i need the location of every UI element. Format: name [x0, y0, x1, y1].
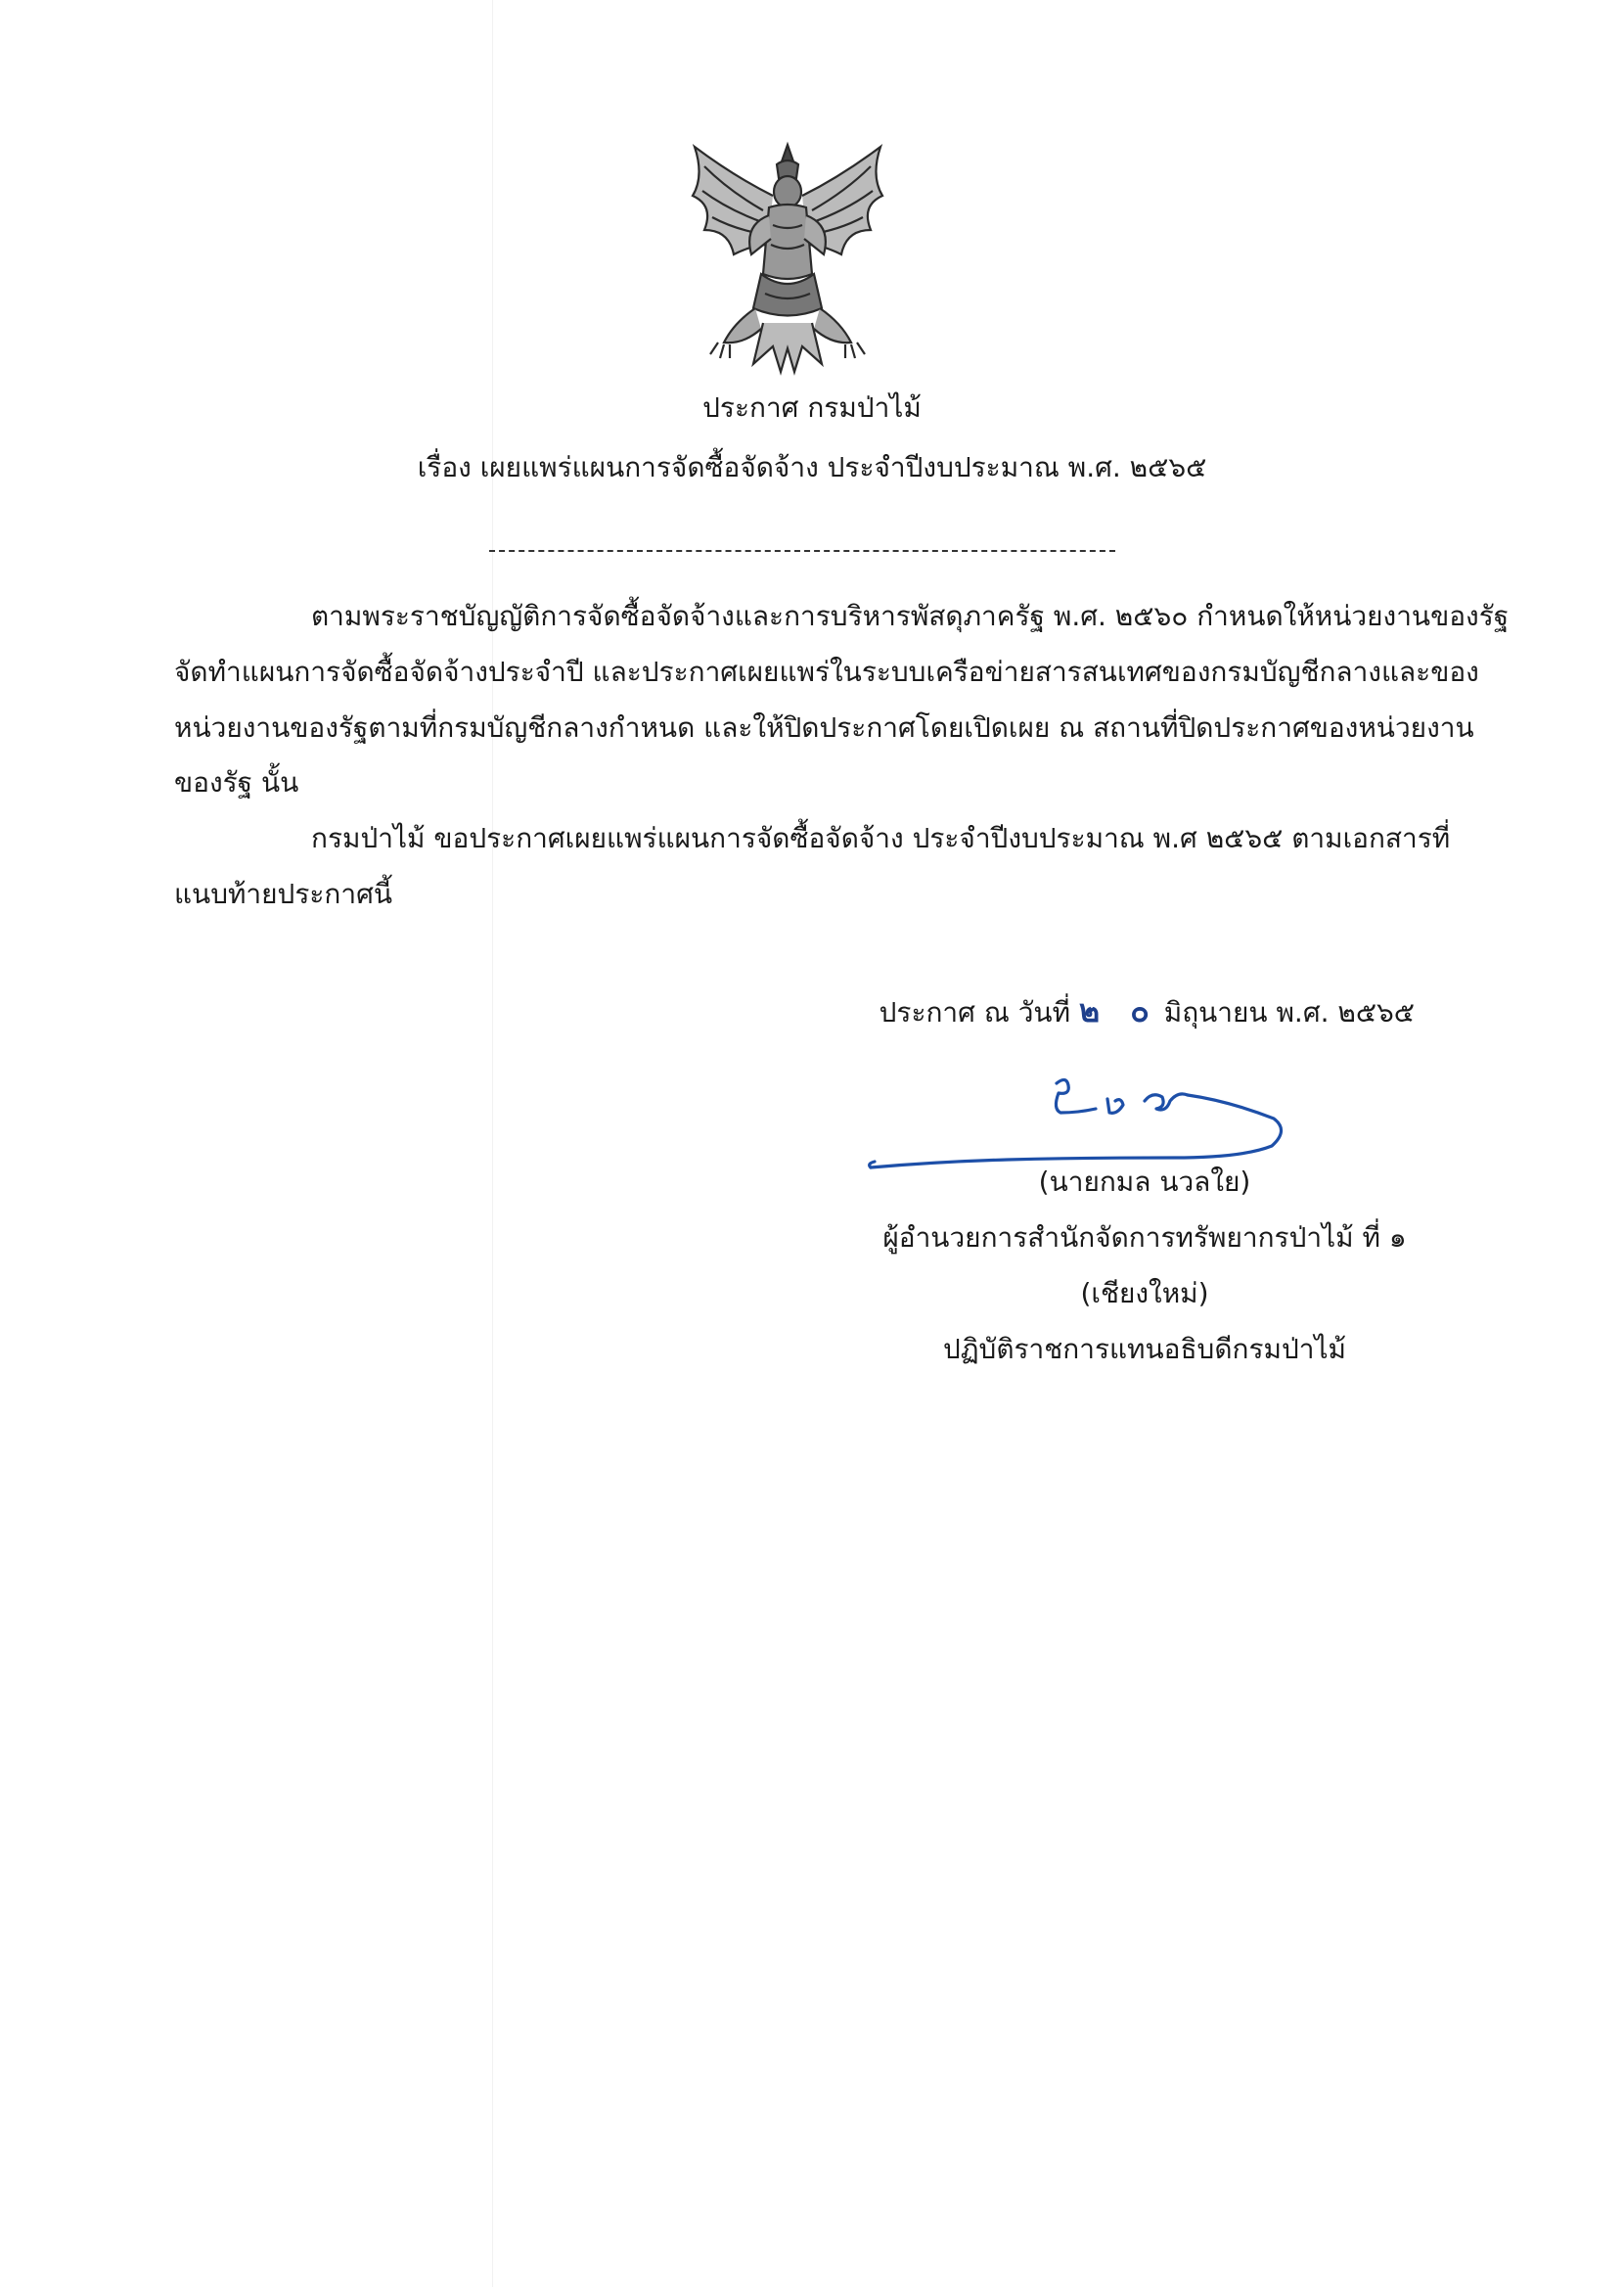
- date-prefix: ประกาศ ณ วันที่: [879, 996, 1071, 1029]
- date-suffix: มิถุนายน พ.ศ. ๒๕๖๕: [1163, 996, 1415, 1029]
- scan-artifact-line: [492, 0, 493, 2287]
- signatory-acting-role: ปฏิบัติราชการแทนอธิบดีกรมป่าไม้: [942, 1333, 1346, 1365]
- paragraph-2-line-1: กรมป่าไม้ ขอประกาศเผยแพร่แผนการจัดซื้อจัดจ้าง ประจำปีงบประมาณ พ.ศ ๒๕๖๕ ตามเอกสารที่: [311, 822, 1451, 854]
- dashed-divider: [489, 550, 1115, 552]
- paragraph-1-line-3: หน่วยงานของรัฐตามที่กรมบัญชีกลางกำหนด และให้ปิดประกาศโดยเปิดเผย ณ สถานที่ปิดประกาศของหน่วยงาน: [174, 711, 1474, 744]
- signatory-office-location: (เชียงใหม่): [1080, 1277, 1209, 1309]
- signatory-name: (นายกมล นวลใย): [1038, 1166, 1251, 1198]
- paragraph-1-line-1: ตามพระราชบัญญัติการจัดซื้อจัดจ้างและการบริหารพัสดุภาครัฐ พ.ศ. ๒๕๖๐ กำหนดให้หน่วยงานของรัฐ: [311, 600, 1510, 632]
- paragraph-1-line-2: จัดทำแผนการจัดซื้อจัดจ้างประจำปี และประกาศเผยแพร่ในระบบเครือข่ายสารสนเทศของกรมบัญชีกลางและของ: [174, 656, 1479, 688]
- date-day-handwritten: ๒ ๐: [1078, 992, 1155, 1029]
- paragraph-2-line-2: แนบท้ายประกาศนี้: [174, 878, 392, 910]
- announcement-subject: เรื่อง เผยแพร่แผนการจัดซื้อจัดจ้าง ประจำปีงบประมาณ พ.ศ. ๒๕๖๕: [417, 451, 1207, 483]
- garuda-emblem-icon: [675, 137, 900, 382]
- paragraph-1-line-4: ของรัฐ นั้น: [174, 766, 299, 799]
- announcement-date: [880, 991, 1415, 1032]
- announcement-title: ประกาศ กรมป่าไม้: [702, 391, 922, 424]
- signatory-position: ผู้อำนวยการสำนักจัดการทรัพยากรป่าไม้ ที่ ๑: [882, 1221, 1407, 1254]
- handwritten-signature: [851, 1062, 1291, 1179]
